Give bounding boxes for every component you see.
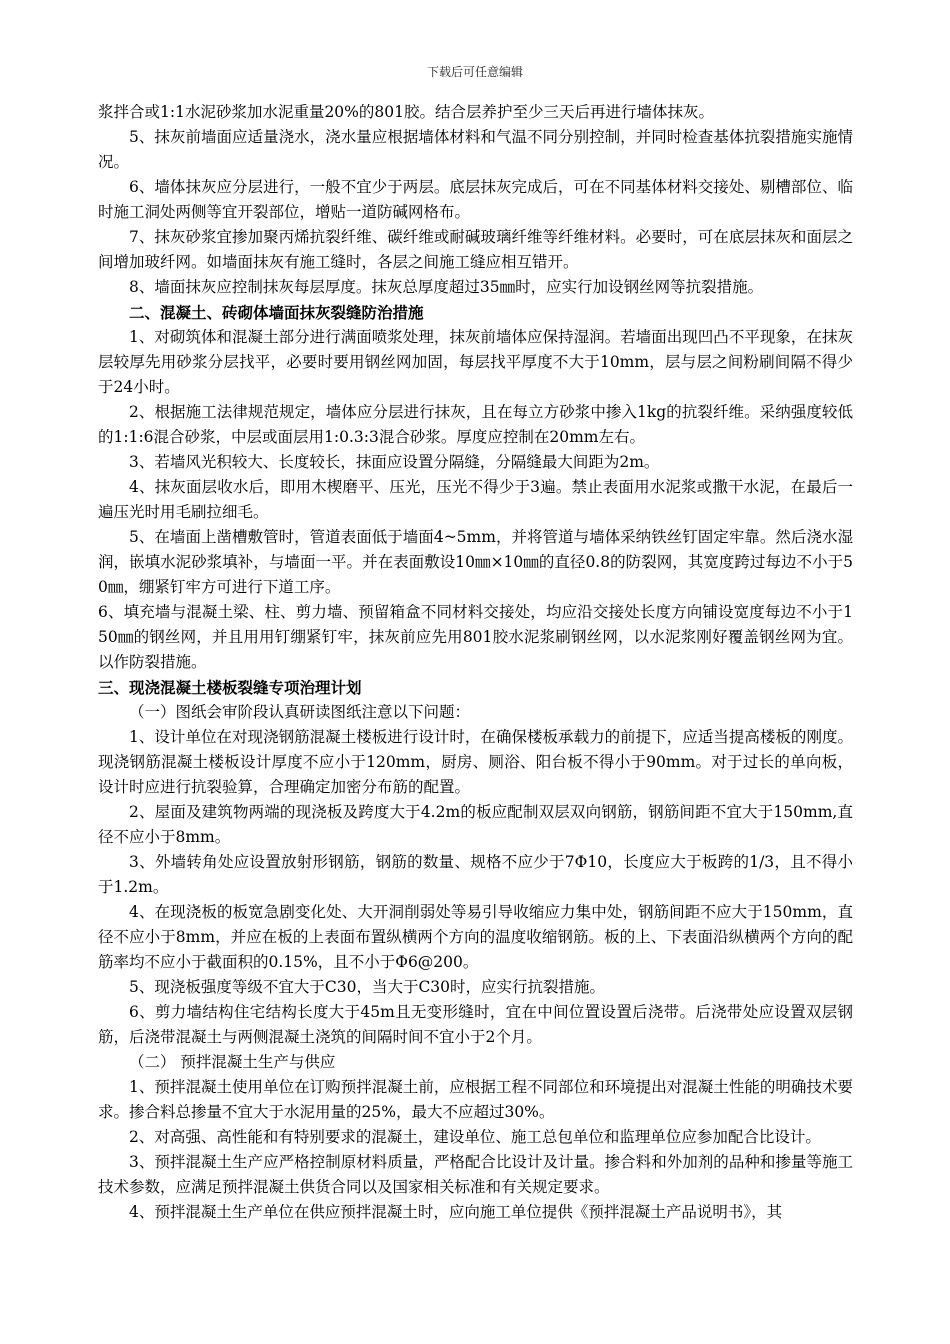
paragraph-s2-item-1: 1、对砌筑体和混凝土部分进行满面喷浆处理，抹灰前墙体应保持湿润。若墙面出现凹凸不平现象，在抹灰层较厚先用砂浆分层找平，必要时要用钢丝网加固，每层找平厚度不大于10mm，层与层之间粉刷间隔不得少于24小时。: [98, 328, 853, 396]
paragraph-s2-item-5: 5、在墙面上凿槽敷管时，管道表面低于墙面4~5mm，并将管道与墙体采纳铁丝钉固定牢靠。然后浇水湿润，嵌填水泥砂浆填补，与墙面一平。并在表面敷设10㎜×10㎜的直径0.8的防裂网，其宽度跨过每边不小于50㎜，绷紧钉牢方可进行下道工序。: [98, 528, 853, 596]
paragraph-s3b-item-1: 1、预拌混凝土使用单位在订购预拌混凝土前，应根据工程不同部位和环境提出对混凝土性能的明确技术要求。掺合料总掺量不宜大于水泥用量的25%，最大不应超过30%。: [98, 1078, 853, 1121]
section-heading-2: 二、混凝土、砖砌体墙面抹灰裂缝防治措施: [129, 303, 424, 322]
paragraph-s3-item-4: 4、在现浇板的板宽急剧变化处、大开洞削弱处等易引导收缩应力集中处，钢筋间距不应大于150mm，直径不应小于8mm，并应在板的上表面布置纵横两个方向的温度收缩钢筋。板的上、下表面沿纵横两个方向的配筋率均不应小于截面积的0.15%，且不小于Φ6@200。: [98, 903, 853, 971]
paragraph-item-5: 5、抹灰前墙面应适量浇水，浇水量应根据墙体材料和气温不同分别控制，并同时检查基体抗裂措施实施情况。: [98, 128, 853, 171]
paragraph-s3-item-2: 2、屋面及建筑物两端的现浇板及跨度大于4.2m的板应配制双层双向钢筋，钢筋间距不宜大于150mm,直径不应小于8mm。: [98, 803, 853, 846]
paragraph-s3-item-3: 3、外墙转角处应设置放射形钢筋，钢筋的数量、规格不应少于7Φ10，长度应大于板跨的1/3，且不得小于1.2m。: [98, 853, 853, 896]
paragraph-item-6: 6、墙体抹灰应分层进行，一般不宜少于两层。底层抹灰完成后，可在不同基体材料交接处、剔槽部位、临时施工洞处两侧等宜开裂部位，增贴一道防碱网格布。: [98, 178, 853, 221]
paragraph-item-7: 7、抹灰砂浆宜掺加聚丙烯抗裂纤维、碳纤维或耐碱玻璃纤维等纤维材料。必要时，可在底层抹灰和面层之间增加玻纤网。如墙面抹灰有施工缝时，各层之间施工缝应相互错开。: [98, 228, 853, 271]
subsection-heading-1: （一）图纸会审阶段认真研读图纸注意以下问题：: [129, 703, 471, 721]
paragraph-s3b-item-2: 2、对高强、高性能和有特别要求的混凝土，建设单位、施工总包单位和监理单位应参加配合比设计。: [129, 1128, 821, 1146]
page-header-note: 下载后可任意编辑: [426, 65, 523, 79]
paragraph-item-8: 8、墙面抹灰应控制抹灰每层厚度。抹灰总厚度超过35㎜时，应实行加设钢丝网等抗裂措施。: [129, 278, 764, 296]
paragraph-s3-item-6: 6、剪力墙结构住宅结构长度大于45m且无变形缝时，宜在中间位置设置后浇带。后浇带处应设置双层钢筋，后浇带混凝土与两侧混凝土浇筑的间隔时间不宜小于2个月。: [98, 1003, 853, 1046]
paragraph-continuation: 浆拌合或1:1水泥砂浆加水泥重量20%的801胶。结合层养护至少三天后再进行墙体抹灰。: [98, 103, 714, 121]
section-heading-3: 三、现浇混凝土楼板裂缝专项治理计划: [98, 678, 362, 697]
paragraph-s2-item-4: 4、抹灰面层收水后，即用木楔磨平、压光，压光不得少于3遍。禁止表面用水泥浆或撒干水泥，在最后一遍压光时用毛刷拉细毛。: [98, 478, 853, 521]
paragraph-s3b-item-4: 4、预拌混凝土生产单位在供应预拌混凝土时，应向施工单位提供《预拌混凝土产品说明书》，其: [129, 1203, 783, 1221]
paragraph-s3-item-5: 5、现浇板强度等级不宜大于C30，当大于C30时，应实行抗裂措施。: [129, 978, 606, 996]
paragraph-s3-item-1: 1、设计单位在对现浇钢筋混凝土楼板进行设计时，在确保楼板承载力的前提下，应适当提高楼板的刚度。现浇钢筋混凝土楼板设计厚度不应小于120mm，厨房、厕浴、阳台板不得小于90mm。对于过长的单向板，设计时应进行抗裂验算，合理确定加密分布筋的配置。: [98, 728, 853, 796]
paragraph-s3b-item-3: 3、预拌混凝土生产应严格控制原材料质量，严格配合比设计及计量。掺合料和外加剂的品种和掺量等施工技术参数，应满足预拌混凝土供货合同以及国家相关标准和有关规定要求。: [98, 1153, 853, 1196]
paragraph-s2-item-6: 6、填充墙与混凝土梁、柱、剪力墙、预留箱盒不同材料交接处，均应沿交接处长度方向铺设宽度每边不小于150㎜的钢丝网，并且用用钉绷紧钉牢，抹灰前应先用801胶水泥浆刷钢丝网，以水泥浆刚好覆盖钢丝网为宜。以作防裂措施。: [98, 603, 853, 671]
document-body: [98, 100, 853, 1225]
paragraph-s2-item-2: 2、根据施工法律规范规定，墙体应分层进行抹灰，且在每立方砂浆中掺入1kg的抗裂纤维。采纳强度较低的1:1:6混合砂浆，中层或面层用1:0.3:3混合砂浆。厚度应控制在20mm左右。: [98, 403, 853, 446]
paragraph-s2-item-3: 3、若墙风光积较大、长度较长，抹面应设置分隔缝，分隔缝最大间距为2m。: [129, 453, 660, 471]
subsection-heading-2: （二） 预拌混凝土生产与供应: [129, 1053, 336, 1071]
